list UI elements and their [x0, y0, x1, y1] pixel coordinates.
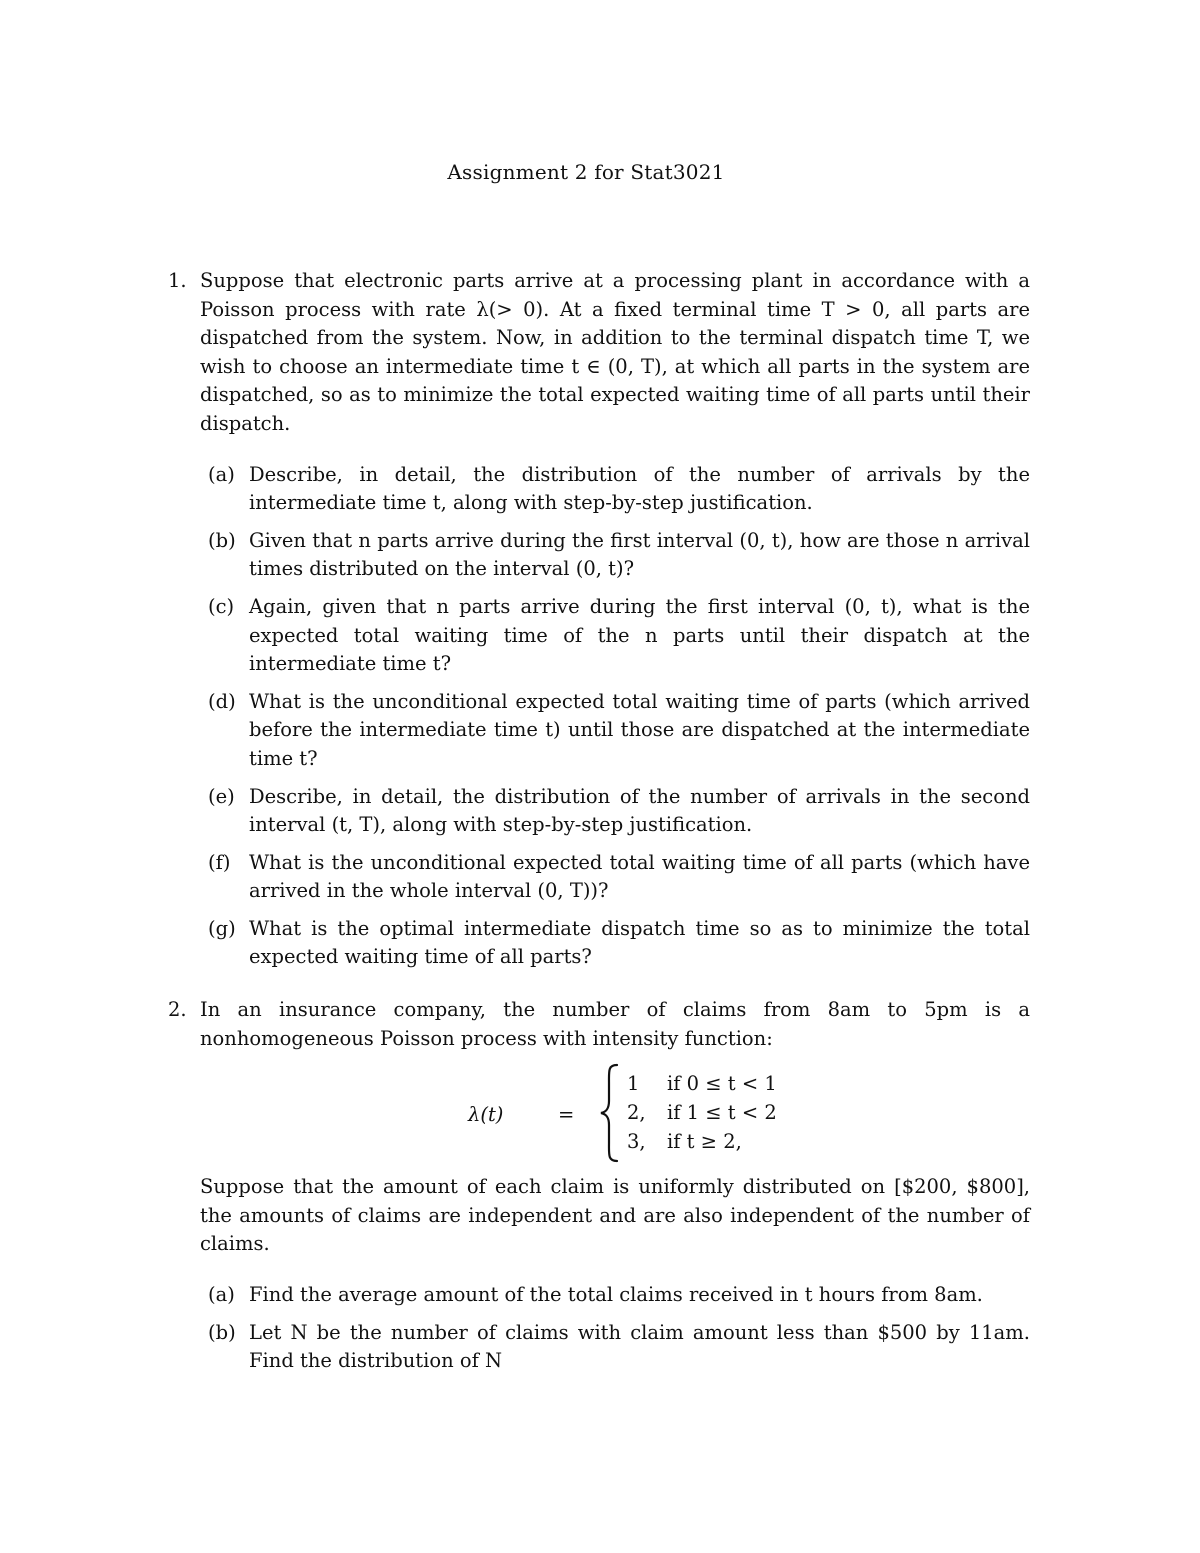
part-g: [200, 915, 1030, 972]
part-text: Find the average amount of the total claims received in t hours from 8am.: [249, 1282, 983, 1306]
formula-equals: =: [558, 1103, 575, 1127]
document-title: Assignment 2 for Stat3021: [447, 160, 725, 184]
formula-brace: [599, 1063, 621, 1172]
part-b: [200, 527, 1030, 584]
formula-cases: [627, 1069, 777, 1156]
case-value: 3,: [627, 1130, 646, 1154]
part-text: Again, given that n parts arrive during the first interval (0, t), what is the expected total waiting time of the n parts until their dispatch at the intermediate time t?: [249, 594, 1030, 676]
question-2: [168, 996, 1030, 1385]
formula-lhs: λ(t): [468, 1103, 504, 1127]
part-c: [200, 593, 1030, 679]
part-text: Describe, in detail, the distribution of the number of arrivals in the second interval (t, T), along with step-by-step justification.: [249, 784, 1030, 837]
question-text: In an insurance company, the number of claims from 8am to 5pm is a nonhomogeneous Poisson process with intensity function:: [200, 998, 1030, 1050]
part-label: (e): [208, 784, 235, 808]
part-label: (f): [208, 850, 231, 874]
part-f: [200, 849, 1030, 906]
case-condition: if 0 ≤ t < 1: [667, 1072, 777, 1096]
part-label: (c): [208, 594, 235, 618]
case-value: 1: [627, 1072, 640, 1096]
part-label: (d): [208, 689, 236, 713]
question-number: 1.: [168, 269, 187, 292]
intensity-formula: [200, 1067, 1030, 1163]
part-text: What is the optimal intermediate dispatch time so as to minimize the total expected waiting time of all parts?: [249, 916, 1030, 969]
part-text: What is the unconditional expected total waiting time of all parts (which have arrived in the whole interval (0, T))?: [249, 850, 1030, 903]
part-label: (b): [208, 528, 236, 552]
question-number: 2.: [168, 998, 187, 1021]
question-1: [168, 267, 1030, 981]
case-value: 2,: [627, 1101, 646, 1125]
question-1-parts: [200, 461, 1030, 973]
part-b: [200, 1319, 1030, 1376]
part-text: Given that n parts arrive during the first interval (0, t), how are those n arrival times distributed on the interval (0, t)?: [249, 528, 1030, 581]
part-text: Let N be the number of claims with claim amount less than $500 by 11am. Find the distribution of N: [249, 1320, 1030, 1373]
formula-case-1: [627, 1069, 777, 1098]
formula-case-2: [627, 1098, 777, 1127]
question-text: Suppose that electronic parts arrive at a processing plant in accordance with a Poisson process with rate λ(> 0). At a fixed terminal time T > 0, all parts are dispatched from the system. Now, in addition to the terminal dispatch time T, we wish to choose an intermediate time t ∈ (0, T), at which all parts in the system are dispatched, so as to minimize the total expected waiting time of all parts until their dispatch.: [200, 269, 1030, 435]
formula-case-3: [627, 1127, 777, 1156]
part-a: [200, 1281, 1030, 1310]
part-d: [200, 688, 1030, 774]
part-e: [200, 783, 1030, 840]
part-label: (a): [208, 462, 235, 486]
question-2-after-text: Suppose that the amount of each claim is uniformly distributed on [$200, $800], the amounts of claims are independent and are also independent of the number of claims.: [200, 1175, 1030, 1256]
part-a: [200, 461, 1030, 518]
left-brace-icon: [599, 1063, 621, 1163]
case-condition: if 1 ≤ t < 2: [667, 1101, 777, 1125]
case-condition: if t ≥ 2,: [667, 1130, 742, 1154]
part-text: What is the unconditional expected total waiting time of parts (which arrived before the intermediate time t) until those are dispatched at the intermediate time t?: [249, 689, 1030, 770]
part-text: Describe, in detail, the distribution of the number of arrivals by the intermediate time t, along with step-by-step justification.: [249, 462, 1030, 515]
part-label: (a): [208, 1282, 235, 1306]
question-2-parts: [200, 1281, 1030, 1376]
part-label: (b): [208, 1320, 236, 1344]
part-label: (g): [208, 916, 236, 940]
